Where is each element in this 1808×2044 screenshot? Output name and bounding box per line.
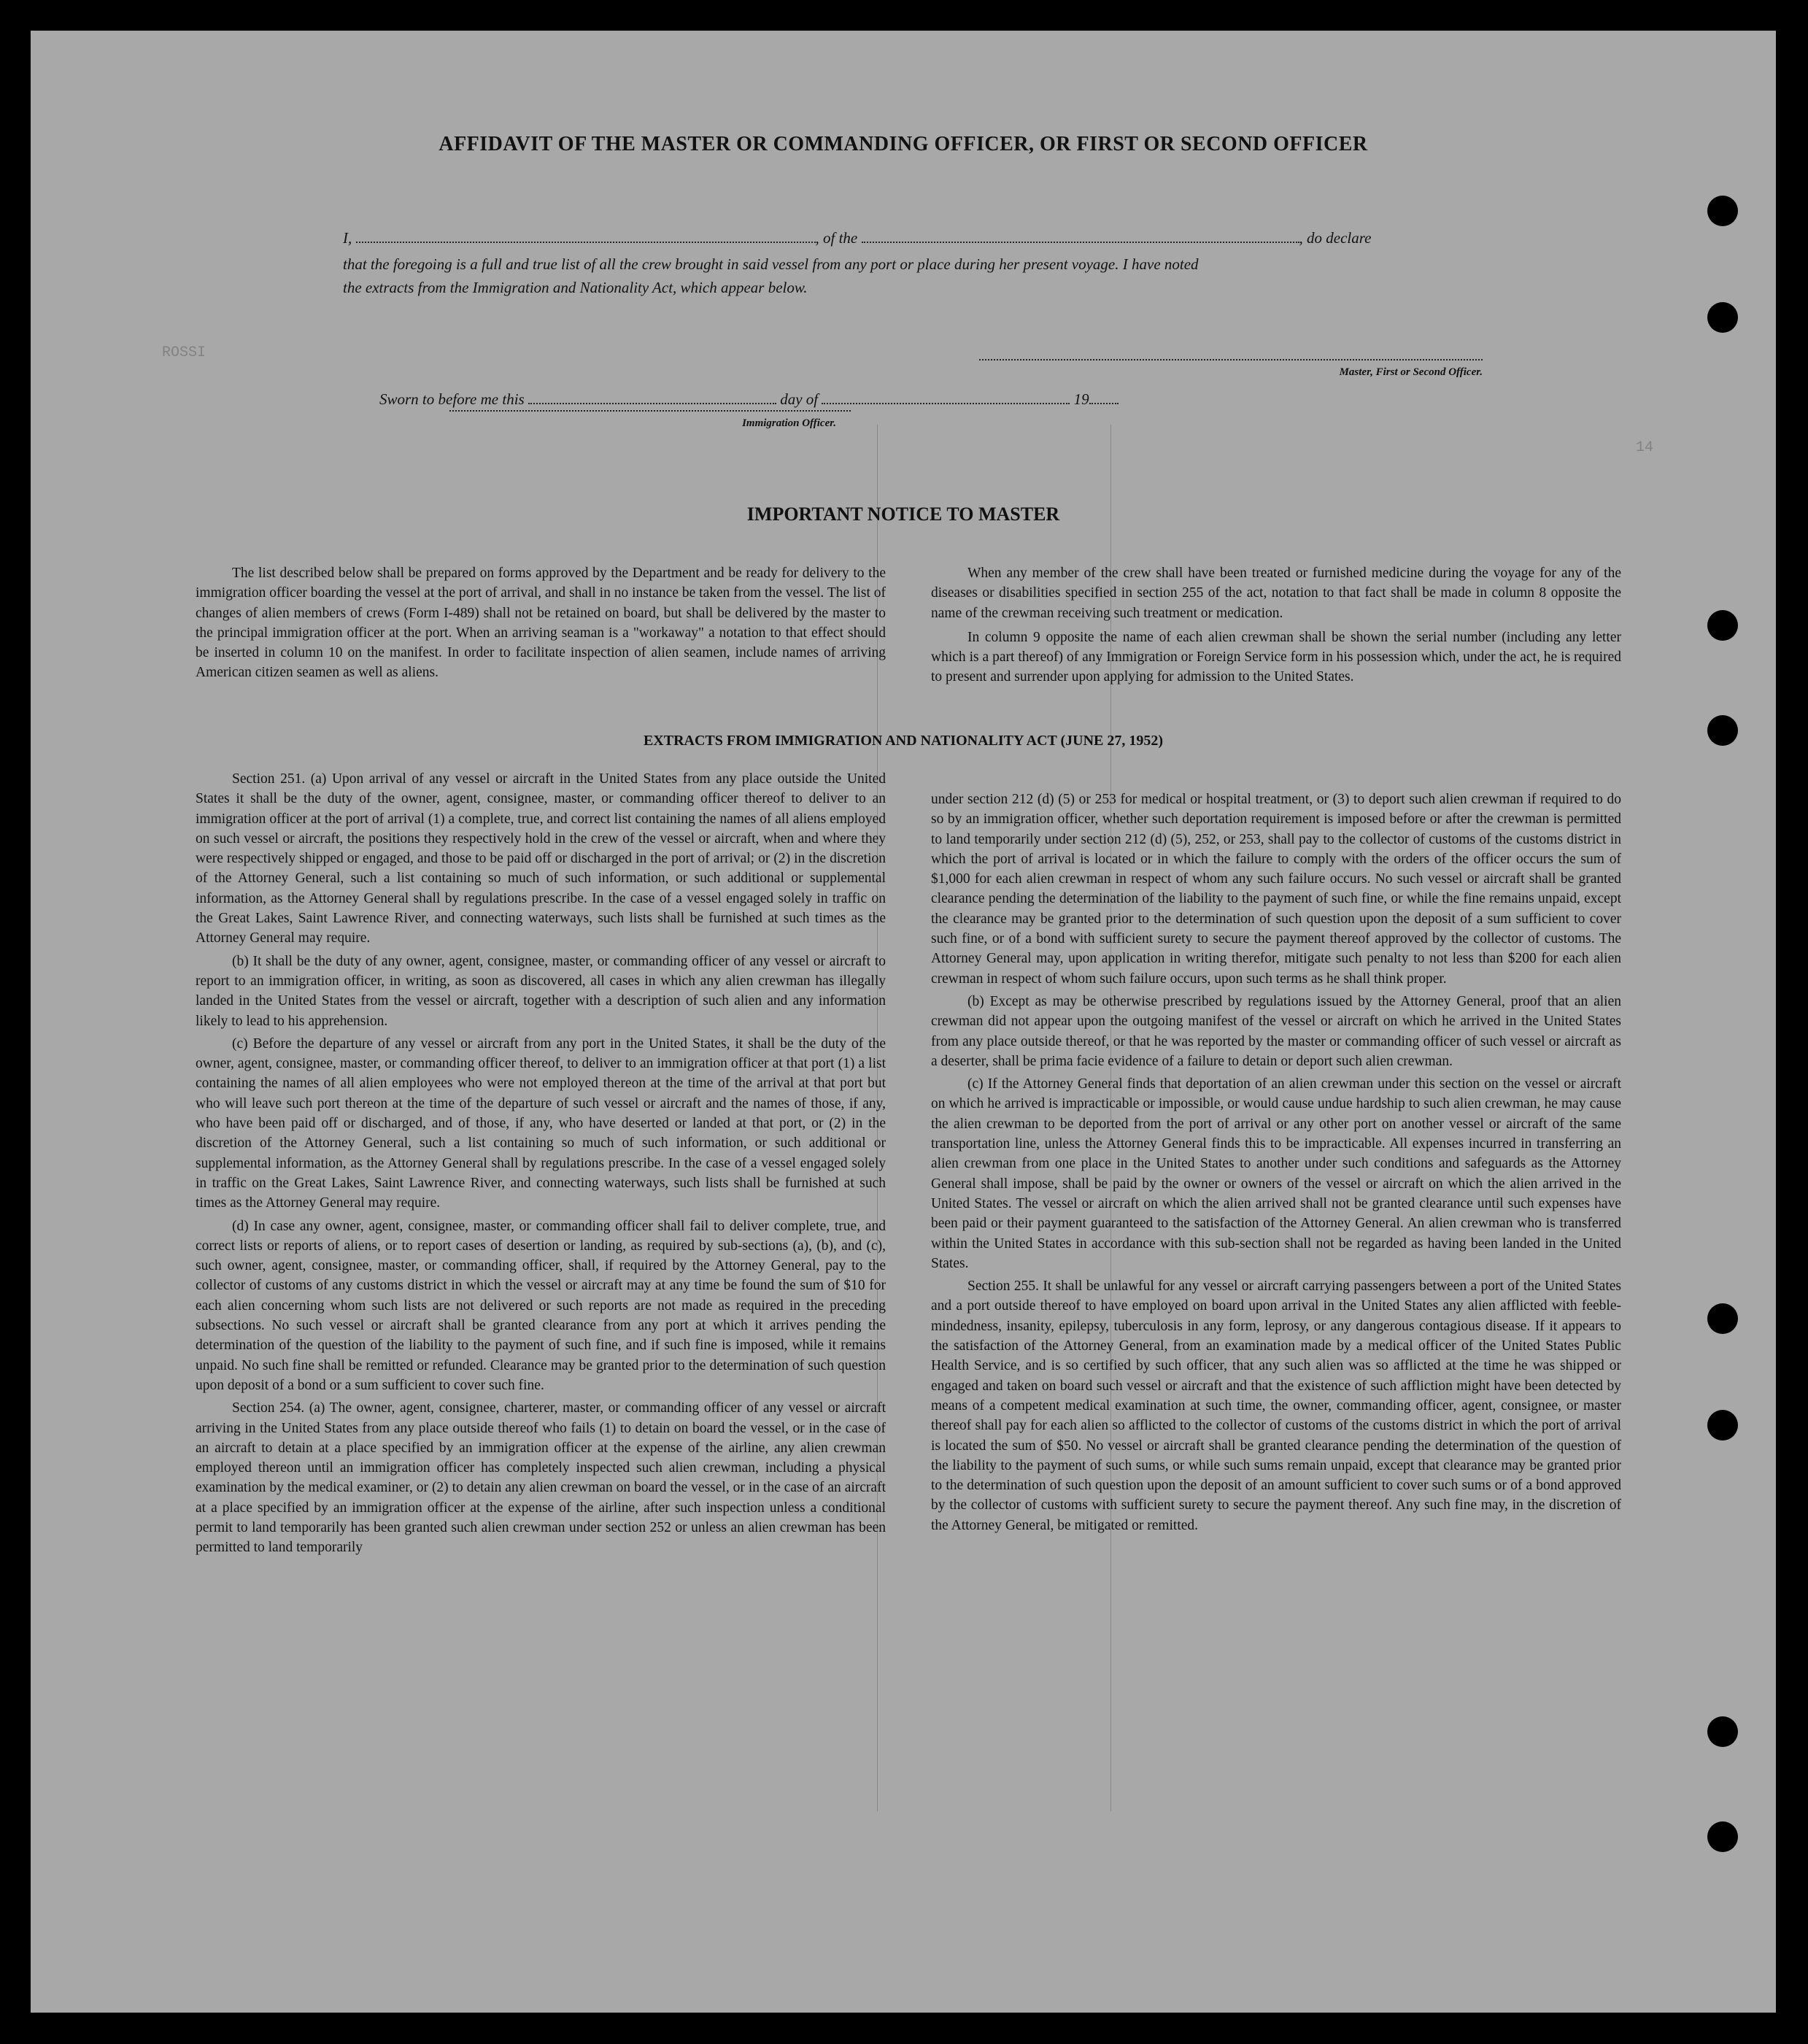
sworn-day-field[interactable]	[528, 388, 776, 404]
punch-hole	[1707, 1410, 1738, 1441]
extract-paragraph: Section 251. (a) Upon arrival of any vessel or aircraft in the United States from any place outside the United States it shall be the duty of the owner, agent, consignee, master, or commanding officer thereof to deliver to an immigration officer at the port of arrival (1) a complete, true, and correct list containing the names of all aliens employed on such vessel or aircraft, the positions they respectively hold in the crew of the vessel or aircraft, when and where they were respectively shipped or engaged, and those to be paid off or discharged in the port of arrival; or (2) in the discretion of the Attorney General, such a list containing so much of such information, or such additional or supplemental information, as the Attorney General shall by regulations prescribe. In the case of a vessel engaged solely in traffic on the Great Lakes, Saint Lawrence River, and connecting waterways, such lists shall be furnished at such times as the Attorney General may require.	[196, 771, 886, 946]
master-signature-line[interactable]	[979, 359, 1483, 378]
year-prefix: 19	[1073, 390, 1089, 408]
punch-hole	[1707, 302, 1738, 333]
extract-paragraph: (b) It shall be the duty of any owner, agent, consignee, master, or commanding officer of any vessel or aircraft to report to an immigration officer, in writing, as soon as discovered, all cases in which any alien crewman has illegally landed in the United States from the vessel or aircraft, together with a description of such alien and any information likely to lead to his apprehension.	[196, 953, 886, 1029]
bleed-through-text: 14	[1636, 439, 1654, 456]
extract-paragraph: under section 212 (d) (5) or 253 for medical or hospital treatment, or (3) to deport such alien crewman if required to do so by an immigration officer, whether such deportation requirement is imposed before or after the crewman is permitted to land temporarily under section 212 (d) (5), 252, or 253, shall pay to the collector of customs of the customs district in which the port of arrival is located or in which the failure to comply with the orders of the officer occurs the sum of $1,000 for each alien crewman in respect of whom any such failure occurs. No such vessel or aircraft shall be granted clearance pending the determination of the liability to the payment of such fine, or while the fine remains unpaid, except the clearance may be granted prior to the determination of such question upon the deposit of a sum sufficient to cover such fine, or of a bond with sufficient surety to secure the payment thereof approved by the collector of customs. The Attorney General may, upon application in writing therefor, mitigate such penalty to not less than $200 for each alien crewman in respect of whom such failure occurs, upon such terms as he shall think proper.	[931, 792, 1621, 987]
affidavit-title: AFFIDAVIT OF THE MASTER OR COMMANDING OFFICER, OR FIRST OR SECOND OFFICER	[439, 133, 1368, 155]
declaration-of-the: , of the	[815, 229, 858, 247]
notice-right-column	[931, 563, 1621, 687]
immigration-officer-label: Immigration Officer.	[742, 417, 836, 429]
declaration-do-declare: , do declare	[1299, 229, 1372, 247]
extract-paragraph: (c) Before the departure of any vessel or aircraft from any port in the United States, it shall be the duty of the owner, agent, consignee, master, or commanding officer thereof, to deliver to an immigration officer at that port (1) a list containing the names of all alien employees who were not employed thereon at the time of the arrival at that port but who will leave such port thereon at the time of the departure of such vessel or aircraft and the names of those, if any, who have been paid off or discharged, and of those, if any, who have deserted or landed at that port, or (2) in the discretion of the Attorney General, such a list containing so much of such information, or such additional or supplemental information, as the Attorney General shall by regulations prescribe. In the case of a vessel engaged solely in traffic on the Great Lakes, Saint Lawrence River, and connecting waterways, such lists shall be furnished at such times as the Attorney General may require.	[196, 1036, 886, 1211]
master-label: Master, First or Second Officer.	[1339, 366, 1483, 378]
notice-paragraph: When any member of the crew shall have been treated or furnished medicine during the voyage for any of the diseases or disabilities specified in section 255 of the act, notation to that fact shall be made in column 8 opposite the name of the crewman receiving such treatment or medication.	[931, 566, 1621, 621]
punch-hole	[1707, 1821, 1738, 1852]
extracts-left-column	[196, 769, 886, 1558]
notice-left-column	[196, 563, 886, 683]
declaration-block	[343, 220, 1510, 302]
extract-paragraph: Section 255. It shall be unlawful for any vessel or aircraft carrying passengers between a port of the United States and a port outside thereof to have employed on board upon arrival in the United States any alien afflicted with feeble-mindedness, insanity, epilepsy, tuberculosis in any form, leprosy, or any dangerous contagious disease. If it appears to the satisfaction of the Attorney General, from an examination made by a medical officer of the United States Public Health Service, and is so certified by such officer, that any such alien was so afflicted at the time he was shipped or engaged and taken on board such vessel or aircraft and that the existence of such affliction might have been detected by means of a competent medical examination at such time, the owner, commanding officer, agent, consignee, or master thereof shall pay for each alien so afflicted to the collector of customs of the customs district in which the port of arrival is located the sum of $50. No vessel or aircraft shall be granted clearance pending the determination of the question of the liability to the payment of such sums, or while such sums remain unpaid, except that clearance may be granted prior to the determination of such question upon the deposit of an amount sufficient to cover such sums or of a bond approved by the collector of customs with sufficient surety to secure the payment thereof. Any such fine may, in the discretion of the Attorney General, be mitigated or remitted.	[931, 1279, 1621, 1533]
notice-title: IMPORTANT NOTICE TO MASTER	[746, 504, 1060, 525]
day-of-label: day of	[780, 390, 819, 408]
sworn-month-field[interactable]	[822, 388, 1070, 404]
extract-paragraph: (d) In case any owner, agent, consignee, master, or commanding officer shall fail to deliver complete, true, and correct lists or reports of aliens, or to report cases of desertion or landing, as required by sub-sections (a), (b), and (c), such owner, agent, consignee, master, or commanding officer, shall, if required by the Attorney General, pay to the collector of customs of any customs district in which the vessel or aircraft may at any time be found the sum of $10 for each alien concerning whom such lists are not delivered or such reports are not made as required in the preceding subsections. No such vessel or aircraft shall be granted clearance from any port at which it arrives pending the determination of the question of the liability to the payment of such fine, and if such fine is imposed, while it remains unpaid. No such fine shall be remitted or refunded. Clearance may be granted prior to the determination of such question upon deposit of a bond or a sum sufficient to cover such fine.	[196, 1218, 886, 1393]
sworn-line	[379, 388, 1119, 409]
declaration-line-2: that the foregoing is a full and true list of all the crew brought in said vessel from any port or place during her present voyage. I have noted	[343, 255, 1199, 273]
punch-hole	[1707, 715, 1738, 746]
declaration-line-3: the extracts from the Immigration and Nationality Act, which appear below.	[343, 279, 808, 296]
notice-paragraph: The list described below shall be prepared on forms approved by the Department and be ready for delivery to the immigration officer boarding the vessel at the port of arrival, and shall in no instance be taken from the vessel. The list of changes of alien members of crews (Form I-489) shall not be retained on board, but shall be delivered by the master to the principal immigration officer at the port. When an arriving seaman is a "workaway" a notation to that effect should be inserted in column 10 on the manifest. In order to facilitate inspection of alien seamen, include names of arriving American citizen seamen as well as aliens.	[196, 566, 886, 681]
punch-hole	[1707, 1303, 1738, 1334]
name-field[interactable]	[356, 227, 816, 243]
document-page	[31, 31, 1776, 2013]
sworn-label: Sworn to before me this	[379, 390, 525, 408]
extracts-title: EXTRACTS FROM IMMIGRATION AND NATIONALITY ACT (JUNE 27, 1952)	[643, 733, 1164, 749]
vessel-field[interactable]	[862, 227, 1299, 243]
extracts-right-column	[931, 790, 1621, 1535]
bleed-through-text: ROSSI	[162, 344, 206, 361]
notice-paragraph: In column 9 opposite the name of each alien crewman shall be shown the serial number (including any letter which is a part thereof) of any Immigration or Foreign Service form in his possession which, under the act, he is required to present and surrender upon applying for admission to the United States.	[931, 629, 1621, 685]
punch-hole	[1707, 610, 1738, 641]
sworn-year-field[interactable]	[1089, 388, 1119, 404]
extract-paragraph: Section 254. (a) The owner, agent, consignee, charterer, master, or commanding officer of any vessel or aircraft arriving in the United States from any place outside thereof who fails (1) to detain on board the vessel, or in the case of an aircraft to detain at a place specified by an immigration officer at the expense of the airline, any alien crewman employed thereon until an immigration officer has completely inspected such alien crewman, including a physical examination by the medical examiner, or (2) to detain any alien crewman on board the vessel, or in the case of an aircraft at a place specified by an immigration officer at the expense of the airline, after such inspection unless a conditional permit to land temporarily has been granted such alien crewman under section 252 or unless an alien crewman has been permitted to land temporarily	[196, 1400, 886, 1556]
punch-hole	[1707, 1716, 1738, 1747]
punch-hole	[1707, 196, 1738, 226]
extract-paragraph: (c) If the Attorney General finds that deportation of an alien crewman under this section on the vessel or aircraft on which he arrived is impracticable or impossible, or would cause undue hardship to such alien crewman, he may cause the alien crewman to be deported from the port of arrival or any other port on another vessel or aircraft of the same transportation line, unless the Attorney General finds this to be impracticable. All expenses incurred in transferring an alien crewman from one place in the United States to another under such conditions and safeguards as the Attorney General shall impose, shall be paid by the owner or owners of the vessel or aircraft on which the alien arrived in the United States. The vessel or aircraft on which the alien arrived shall not be granted clearance until such expenses have been paid or their payment guaranteed to the satisfaction of the Attorney General. An alien crewman who is transferred within the United States in accordance with this sub-section shall not be regarded as having been landed in the United States.	[931, 1076, 1621, 1271]
extract-paragraph: (b) Except as may be otherwise prescribed by regulations issued by the Attorney General, proof that an alien crewman did not appear upon the outgoing manifest of the vessel or aircraft on which he arrived in the United States from any place outside thereof, or that he was reported by the master or commanding officer of such vessel or aircraft as a deserter, shall be prima facie evidence of a failure to detain or deport such alien crewman.	[931, 993, 1621, 1069]
immigration-officer-line[interactable]	[449, 410, 851, 429]
declaration-i: I,	[343, 229, 352, 247]
